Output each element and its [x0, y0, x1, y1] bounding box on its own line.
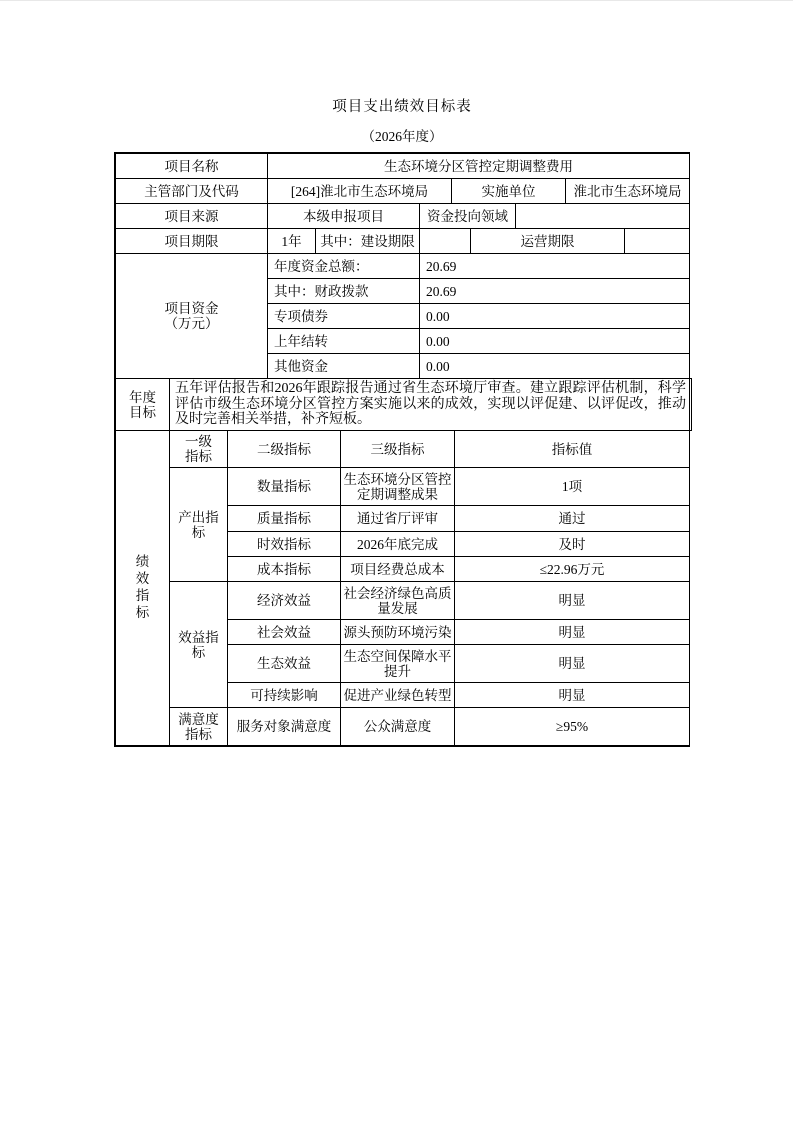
header-level3: 三级指标: [341, 431, 455, 468]
funding-section-label: [116, 254, 268, 379]
header-value: 指标值: [455, 431, 690, 468]
source-label: 项目来源: [116, 204, 268, 229]
indicator-value: ≥95%: [455, 708, 690, 746]
indicator-level3: 通过省厅评审: [341, 506, 455, 532]
indicator-level2: 可持续影响: [228, 683, 341, 708]
funding-total-label: 年度资金总额：: [268, 254, 420, 279]
funding-fiscal-value: 20.69: [420, 279, 690, 304]
header-level1: [170, 431, 228, 468]
indicator-value: 明显: [455, 645, 690, 683]
indicator-level2: 经济效益: [228, 582, 341, 620]
department-value: [264]淮北市生态环境局: [268, 179, 452, 204]
indicator-level3: 促进产业绿色转型: [341, 683, 455, 708]
operation-period-value: [625, 229, 690, 254]
operation-period-label: 运营期限: [471, 229, 625, 254]
indicator-value: 通过: [455, 506, 690, 532]
header-level2: 二级指标: [228, 431, 341, 468]
funding-section-label-text: 项目资金（万元）: [164, 301, 219, 331]
indicator-level3: 公众满意度: [341, 708, 455, 746]
construction-period-label: 其中：建设期限: [316, 229, 420, 254]
indicator-level3: 社会经济绿色高质量发展: [341, 582, 455, 620]
funding-row: [116, 254, 690, 279]
page-title: 项目支出绩效目标表: [332, 99, 472, 115]
source-row: [116, 204, 690, 229]
impl-unit-label: 实施单位: [452, 179, 566, 204]
project-name-value: 生态环境分区管控定期调整费用: [268, 154, 690, 179]
indicator-row: [116, 582, 690, 620]
performance-section-label-text: 绩效指标: [135, 554, 150, 620]
funding-carryover-label: 上年结转: [268, 329, 420, 354]
period-label: 项目期限: [116, 229, 268, 254]
annual-goal-label: [116, 379, 170, 431]
funding-carryover-value: 0.00: [420, 329, 690, 354]
funding-other-label: 其他资金: [268, 354, 420, 379]
funding-bond-label: 专项债券: [268, 304, 420, 329]
page-subtitle: （2026年度）: [361, 129, 443, 144]
benefit-group-label-text: 效益指标: [178, 629, 219, 660]
indicator-level2: 质量指标: [228, 506, 341, 532]
indicator-level2: 服务对象满意度: [228, 708, 341, 746]
department-row: [116, 179, 690, 204]
header-level1-text: 一级指标: [185, 434, 212, 464]
output-group-label-text: 产出指标: [178, 509, 219, 540]
fund-area-label: 资金投向领域: [420, 204, 516, 229]
indicator-level2: 数量指标: [228, 468, 341, 506]
funding-total-value: 20.69: [420, 254, 690, 279]
project-name-row: [116, 154, 690, 179]
project-name-label: 项目名称: [116, 154, 268, 179]
indicator-value: 明显: [455, 582, 690, 620]
indicator-value: 明显: [455, 620, 690, 645]
construction-period-value: [420, 229, 471, 254]
project-info-table: [115, 153, 690, 379]
impl-unit-value: 淮北市生态环境局: [566, 179, 690, 204]
output-group-label: [170, 468, 228, 582]
period-value: 1年: [268, 229, 316, 254]
annual-goal-row: [116, 379, 692, 431]
satisfaction-group-label-text: 满意度指标: [178, 711, 219, 742]
annual-goal-text: 五年评估报告和2026年跟踪报告通过省生态环境厅审查。建立跟踪评估机制，科学评估市级生态环境分区管控方案实施以来的成效，实现以评促建、以评促改，推动及时完善相关举措，补齐短板。: [170, 379, 692, 431]
performance-section-label: [116, 431, 170, 746]
satisfaction-group-label: [170, 708, 228, 746]
fund-area-value: [516, 204, 690, 229]
indicator-level3: 源头预防环境污染: [341, 620, 455, 645]
indicator-level2: 时效指标: [228, 532, 341, 557]
indicator-level2: 成本指标: [228, 557, 341, 582]
benefit-group-label: [170, 582, 228, 708]
annual-goal-label-text: 年度目标: [129, 389, 156, 420]
indicator-level2: 社会效益: [228, 620, 341, 645]
indicator-value: 1项: [455, 468, 690, 506]
funding-fiscal-label: 其中：财政拨款: [268, 279, 420, 304]
indicator-value: 及时: [455, 532, 690, 557]
performance-indicators-table: [115, 430, 690, 746]
indicator-value: 明显: [455, 683, 690, 708]
performance-target-table: [114, 152, 690, 747]
funding-other-value: 0.00: [420, 354, 690, 379]
indicator-level3: 生态环境分区管控定期调整成果: [341, 468, 455, 506]
funding-bond-value: 0.00: [420, 304, 690, 329]
indicator-header-row: [116, 431, 690, 468]
source-value: 本级申报项目: [268, 204, 420, 229]
indicator-level3: 项目经费总成本: [341, 557, 455, 582]
indicator-level2: 生态效益: [228, 645, 341, 683]
indicator-row: [116, 708, 690, 746]
department-label: 主管部门及代码: [116, 179, 268, 204]
annual-goal-table: [115, 378, 692, 431]
indicator-row: [116, 468, 690, 506]
period-row: [116, 229, 690, 254]
indicator-value: ≤22.96万元: [455, 557, 690, 582]
indicator-level3: 2026年底完成: [341, 532, 455, 557]
indicator-level3: 生态空间保障水平提升: [341, 645, 455, 683]
